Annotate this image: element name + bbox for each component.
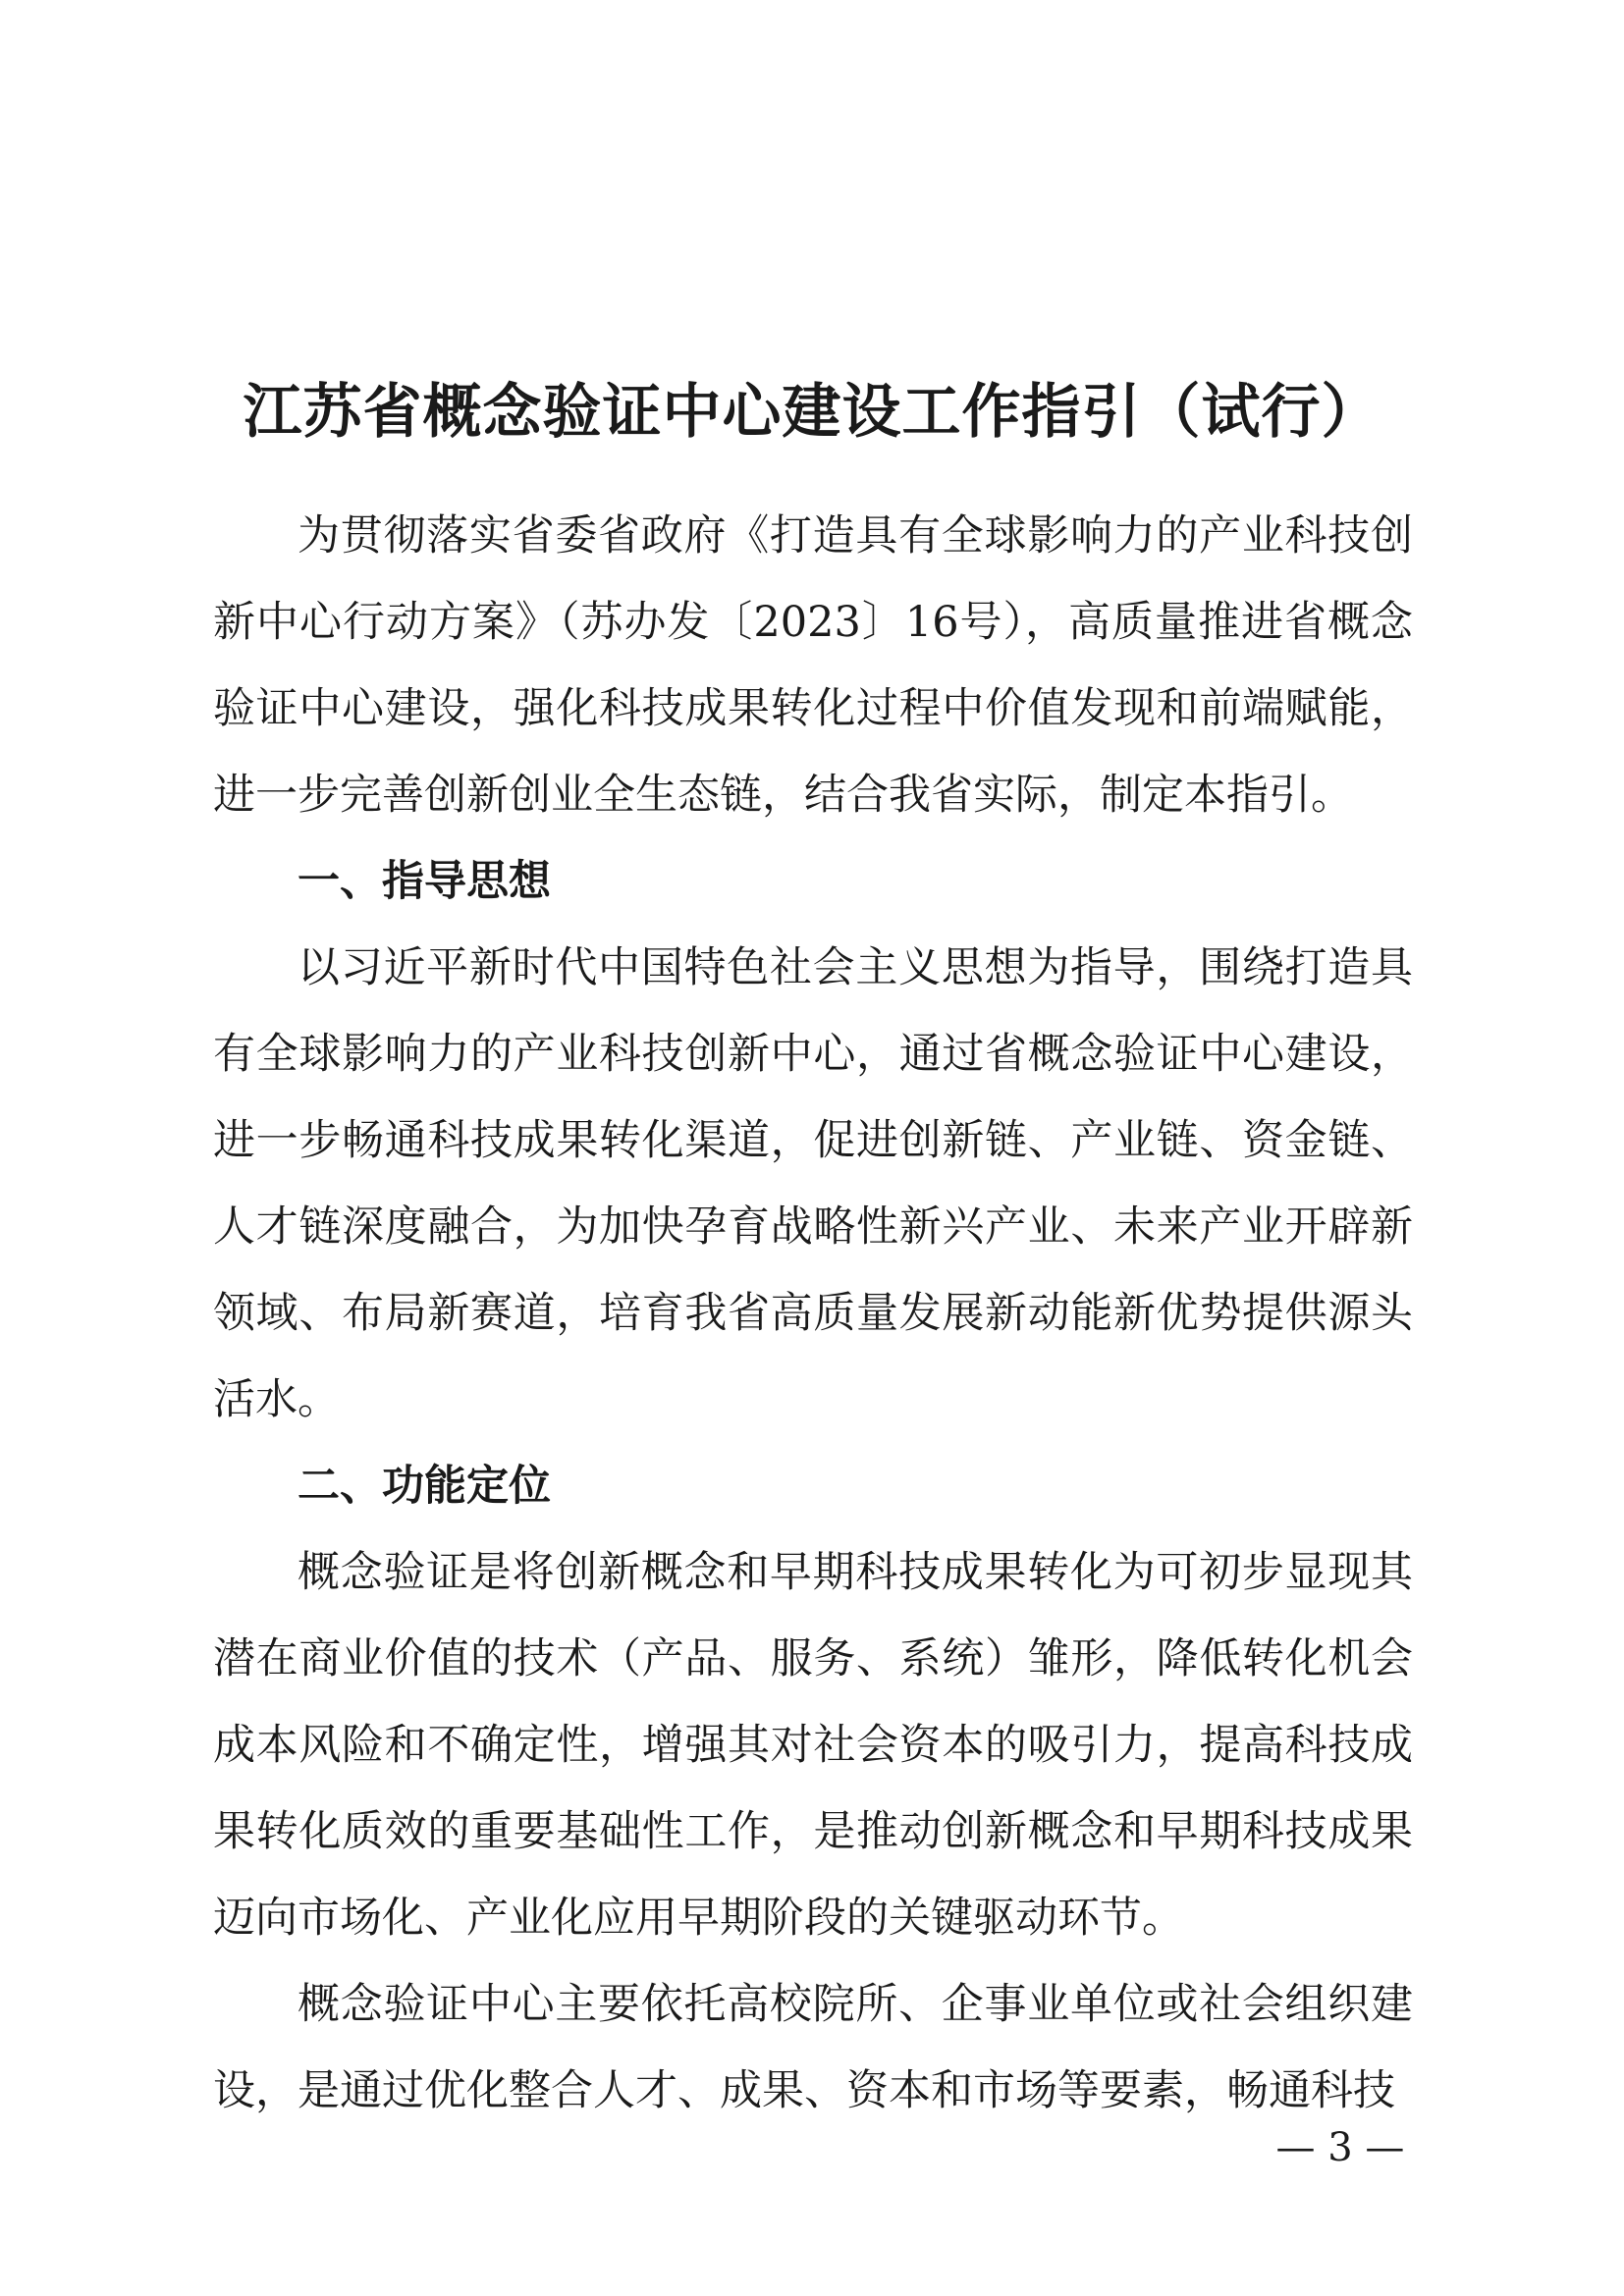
function-positioning-paragraph-1: 概念验证是将创新概念和早期科技成果转化为可初步显现其潜在商业价值的技术（产品、服务、系统）雏形，降低转化机会成本风险和不确定性，增强其对社会资本的吸引力，提高科技成果转化质效的重要基础性工作，是推动创新概念和早期科技成果迈向市场化、产业化应用早期阶段的关键驱动环节。 <box>213 1548 1413 1943</box>
section-heading-function-positioning: 二、功能定位 <box>298 1462 551 1511</box>
guiding-ideology-paragraph: 以习近平新时代中国特色社会主义思想为指导，围绕打造具有全球影响力的产业科技创新中心，通过省概念验证中心建设，进一步畅通科技成果转化渠道，促进创新链、产业链、资金链、人才链深度融合，为加快孕育战略性新兴产业、未来产业开辟新领域、布局新赛道，培育我省高质量发展新动能新优势提供源头活水。 <box>213 943 1413 1424</box>
page-number: — 3 — <box>1275 2125 1405 2170</box>
document-body <box>213 493 1413 2134</box>
function-positioning-paragraph-2: 概念验证中心主要依托高校院所、企事业单位或社会组织建设，是通过优化整合人才、成果、资本和市场等要素，畅通科技 <box>213 1980 1413 2115</box>
section-heading-guiding-ideology: 一、指导思想 <box>298 857 551 906</box>
document-title: 江苏省概念验证中心建设工作指引（试行） <box>243 378 1381 448</box>
intro-paragraph: 为贯彻落实省委省政府《打造具有全球影响力的产业科技创新中心行动方案》（苏办发〔2023〕16号），高质量推进省概念验证中心建设，强化科技成果转化过程中价值发现和前端赋能，进一步完善创新创业全生态链，结合我省实际，制定本指引。 <box>213 511 1413 820</box>
